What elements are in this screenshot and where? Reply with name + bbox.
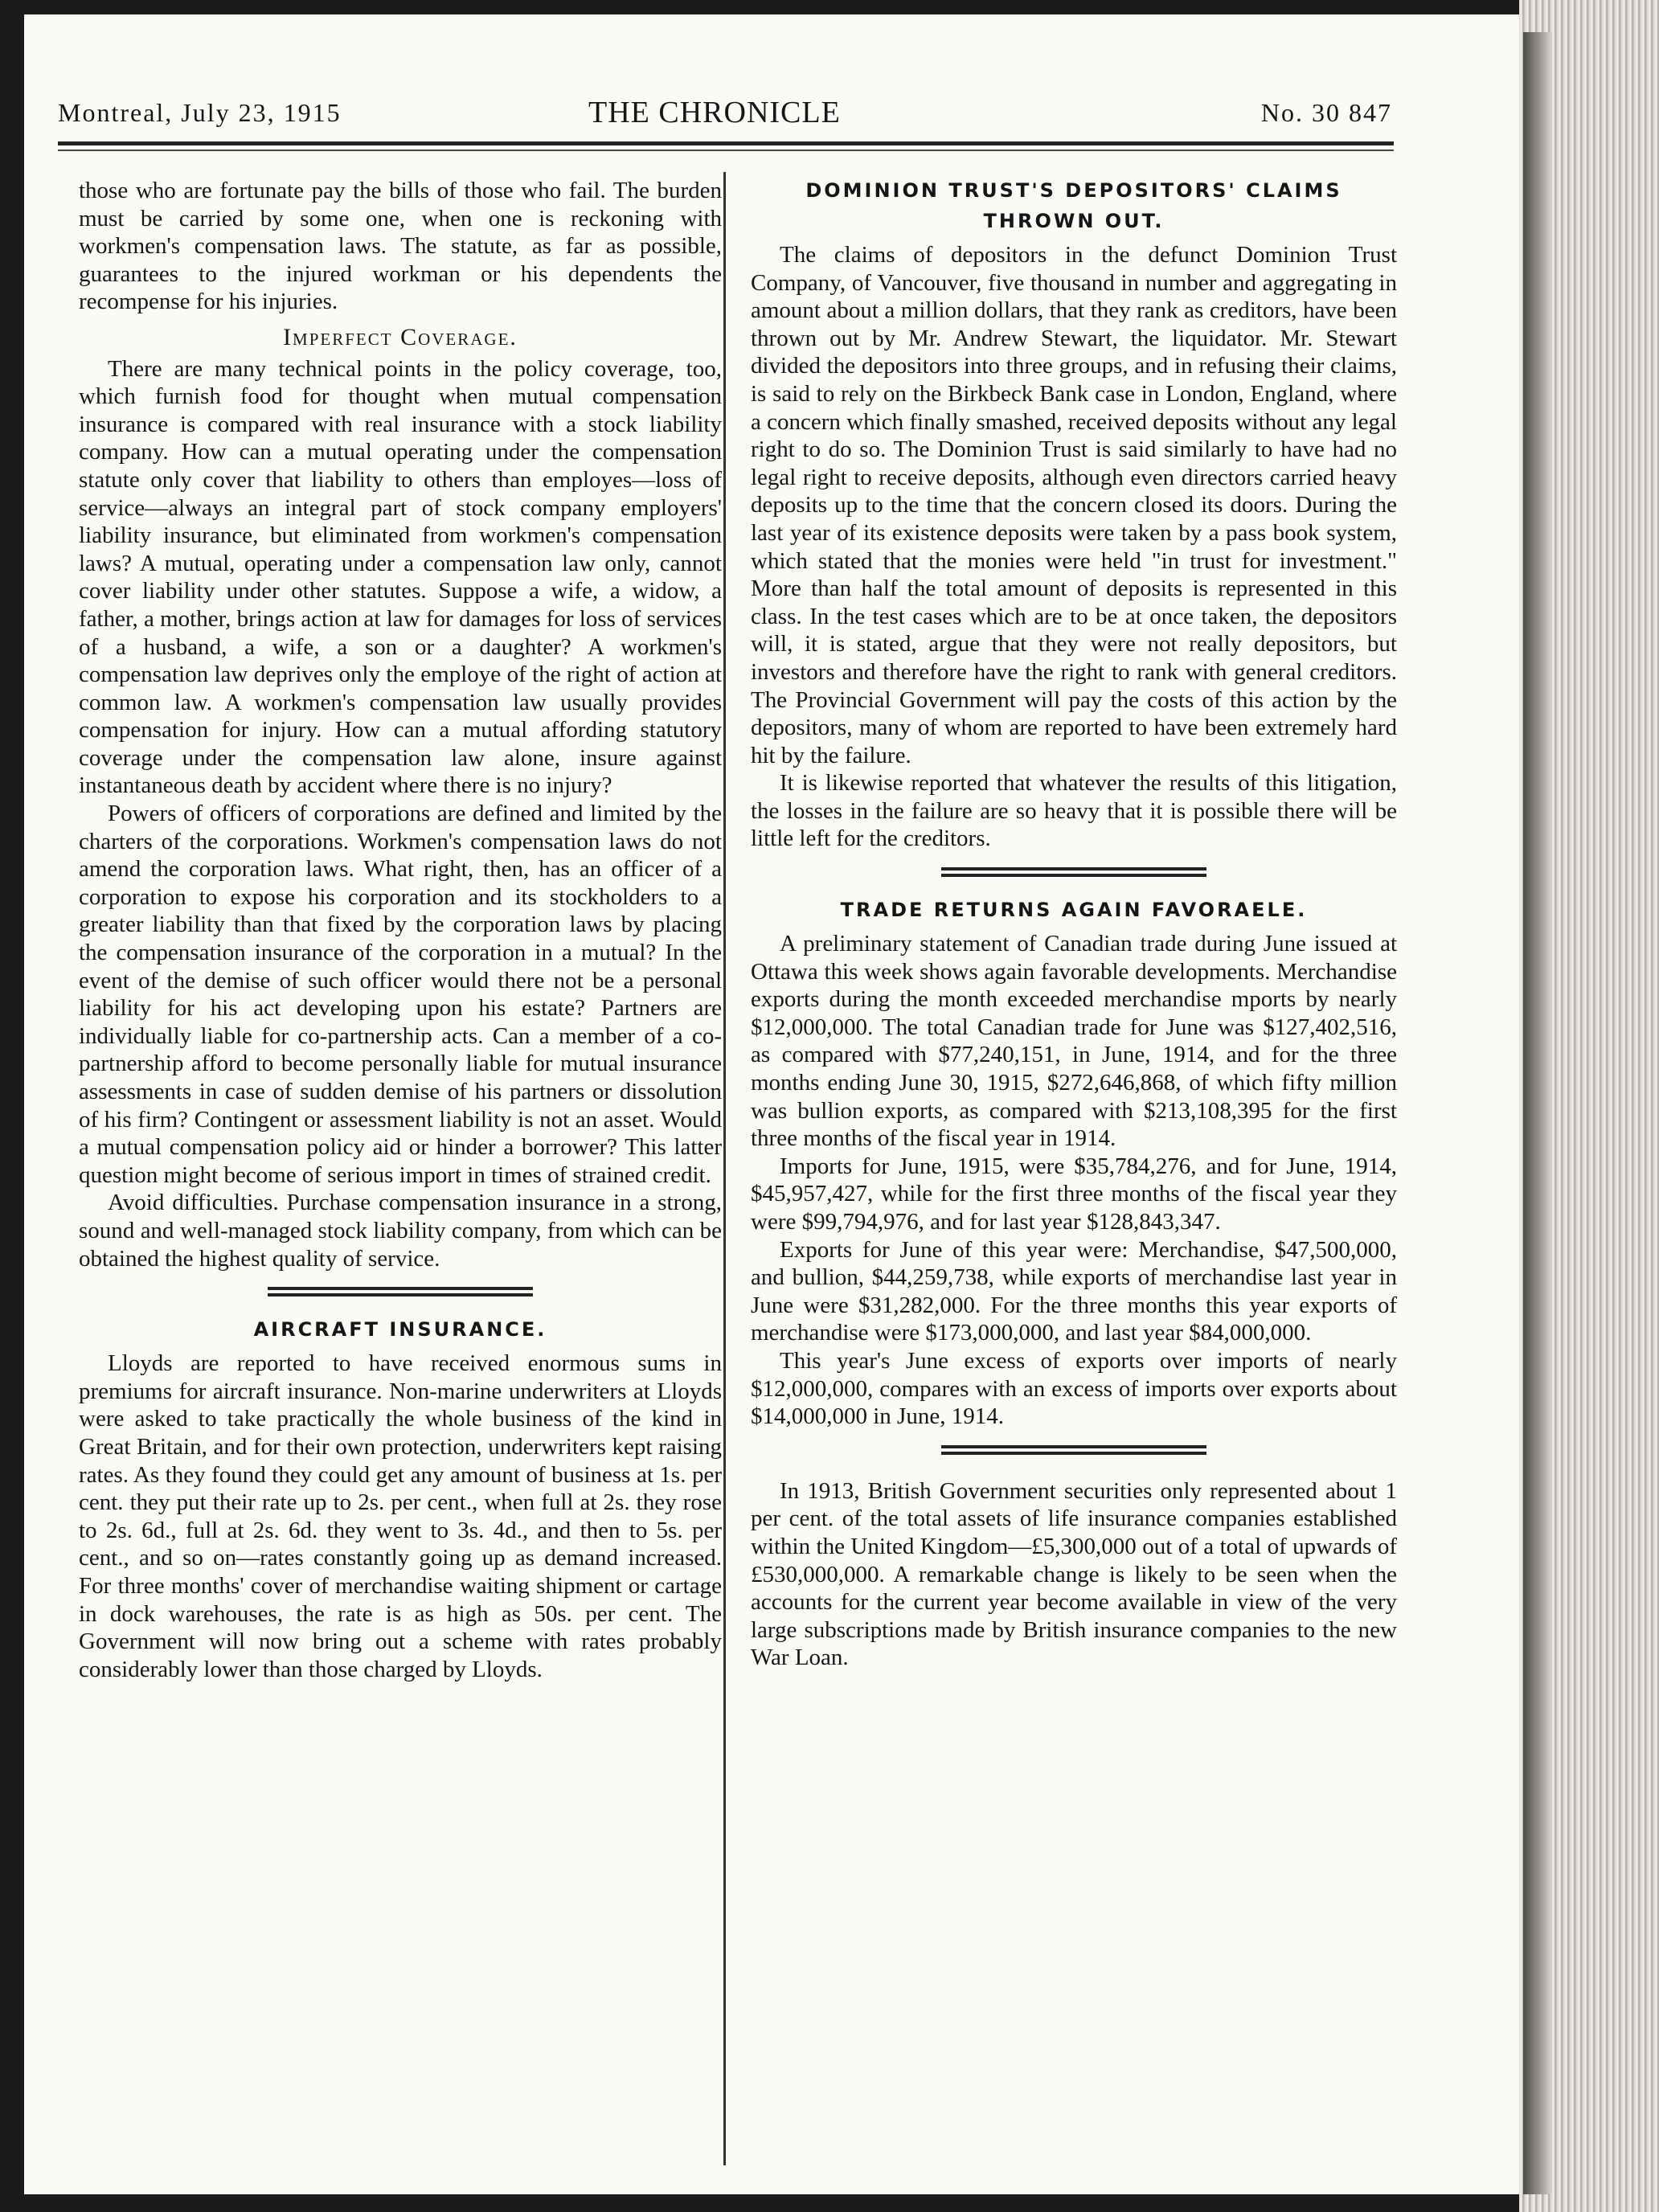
dominion-trust-paragraph-2: It is likewise reported that whatever the results of this litigation, the losses in the failure are so heavy that it is possible there will be little left for the creditors.: [751, 770, 1397, 852]
header-publication-title: THE CHRONICLE: [588, 96, 841, 129]
running-header: [58, 98, 1392, 146]
header-rule-thin: [58, 150, 1394, 151]
coverage-paragraph-1: There are many technical points in the policy coverage, too, which furnish food for thought when mutual compensation insurance is compared with real insurance with a stock liability company. How can a mutual operating under the compensation statute only cover that liability to others than employes—loss of service—always an integral part of stock company employers' liability insurance, but eliminated from workmen's compensation laws? A mutual, operating under a compensation law only, cannot cover liability under other statutes. Suppose a wife, a widow, a father, a mother, brings action at law for damages for loss of services of a husband, a wife, a son or a daughter? A workmen's compensation law deprives only the employe of the right of action at common law. A workmen's compensation law usually provides compensation for injury. How can a mutual affording statutory coverage under the compensation law alone, insure against instantaneous death by accident where there is no injury?: [79, 355, 722, 799]
header-issue-page-number: No. 30 847: [1260, 98, 1392, 127]
trade-returns-paragraph-3: Exports for June of this year were: Merchandise, $47,500,000, and bullion, $44,259,738, while exports of merchandise last year in June were $31,282,000. For the three months this year exports of merchandise were $173,000,000, and last year $84,000,000.: [751, 1236, 1397, 1346]
trade-returns-paragraph-2: Imports for June, 1915, were $35,784,276, and for June, 1914, $45,957,427, while for the first three months of the fiscal year they were $99,794,976, and for last year $128,843,347.: [751, 1153, 1397, 1235]
coverage-paragraph-3: Avoid difficulties. Purchase compensation insurance in a strong, sound and well-managed stock liability company, from which can be obtained the highest quality of service.: [79, 1190, 722, 1272]
left-column: [79, 177, 722, 1683]
header-dateline: Montreal, July 23, 1915: [58, 98, 342, 127]
dominion-trust-heading-line-1: DOMINION TRUST'S DEPOSITORS' CLAIMS: [805, 179, 1342, 202]
trade-returns-paragraph-1: A preliminary statement of Canadian trade during June issued at Ottawa this week shows again favorable developments. Merchandise exports during the month exceeded merchandise mports by nearly $12,000,000. The total Canadian trade for June was $127,402,516, as compared with $77,240,151, in June, 1914, and for the three months ending June 30, 1915, $272,646,868, of which fifty million was bullion exports, as compared with $213,108,395 for the first three months of the fiscal year in 1914.: [751, 931, 1397, 1152]
book-gutter-shadow: [1523, 32, 1552, 2194]
header-rule-thick: [58, 141, 1394, 145]
trade-returns-heading: TRADE RETURNS AGAIN FAVORAELE.: [840, 899, 1308, 922]
aircraft-insurance-paragraph: Lloyds are reported to have received enormous sums in premiums for aircraft insurance. Non-marine underwriters at Lloyds were asked to take practically the whole business of the kind in Great Britain, and for their own protection, underwriters kept raising rates. As they found they could get any amount of business at 1s. per cent. they put their rate up to 2s. per cent., when full at 2s. they rose to 2s. 6d., full at 2s. 6d. they went to 3s. 4d., and then to 5s. per cent., and so on—rates constantly going up as demand increased. For three months' cover of merchandise waiting shipment or cartage in dock warehouses, the rate is as high as 50s. per cent. The Government will now bring out a scheme with rates probably considerably lower than those charged by Lloyds.: [79, 1350, 722, 1682]
trade-returns-paragraph-4: This year's June excess of exports over imports of nearly $12,000,000, compares with an excess of imports over exports about $14,000,000 in June, 1914.: [751, 1347, 1397, 1430]
dominion-trust-paragraph-1: The claims of depositors in the defunct Dominion Trust Company, of Vancouver, five thousand in number and aggregating in amount about a million dollars, that they rank as creditors, have been thrown out by Mr. Andrew Stewart, the liquidator. Mr. Stewart divided the depositors into three groups, and in refusing their claims, is said to rely on the Birkbeck Bank case in London, England, where a concern which finally smashed, received deposits without any legal right to do so. The Dominion Trust is said similarly to have had no legal right to receive deposits, although even directors carried heavy deposits up to the time that the concern closed its doors. During the last year of its existence deposits were taken by a pass book system, which stated that the monies were held "in trust for investment." More than half the total amount of deposits is represented in this class. In the test cases which are to be at once taken, the depositors will, it is stated, argue that they were not really depositors, but investors and therefore have the right to rank with general creditors. The Provincial Government will pay the costs of this action by the depositors, many of whom are reported to have been extremely hard hit by the failure.: [751, 242, 1397, 768]
column-divider: [723, 172, 726, 2165]
right-column: [751, 175, 1397, 1672]
section-separator: [268, 1287, 533, 1296]
war-loan-paragraph: In 1913, British Government securities only represented about 1 per cent. of the total assets of life insurance companies established within the United Kingdom—£5,300,000 out of a total of upwards of £530,000,000. A remarkable change is likely to be seen when the accounts for the current year become available in view of the very large subscriptions made by British insurance companies to the new War Loan.: [751, 1477, 1397, 1671]
dominion-trust-heading-line-2: THROWN OUT.: [983, 210, 1165, 232]
coverage-paragraph-2: Powers of officers of corporations are defined and limited by the charters of the corporations. Workmen's compensation laws do not amend the corporation laws. What right, then, has an officer of a corporation to expose his corporation and its stockholders to a greater liability than that fixed by the corporation laws by placing the compensation insurance of the corporation in a mutual? In the event of the demise of such officer would there not be a personal liability for his act developing upon his estate? Partners are individually liable for co-partnership acts. Can a member of a co-partnership afford to become personally liable for mutual insurance assessments in case of sudden demise of his partners or dissolution of his firm? Contingent or assessment liability is not an asset. Would a mutual compensation policy aid or hinder a borrower? This latter question might become of serious import in times of strained credit.: [79, 801, 722, 1188]
aircraft-insurance-heading: AIRCRAFT INSURANCE.: [253, 1318, 547, 1342]
section-separator: [941, 1445, 1206, 1455]
intro-paragraph: those who are fortunate pay the bills of those who fail. The burden must be carried by some one, when one is reckoning with workmen's compensation laws. The statute, as far as possible, guarantees to the injured workman or his dependents the recompense for his injuries.: [79, 178, 722, 315]
subheading-imperfect-coverage: Imperfect Coverage.: [283, 323, 518, 350]
section-separator: [941, 867, 1206, 877]
